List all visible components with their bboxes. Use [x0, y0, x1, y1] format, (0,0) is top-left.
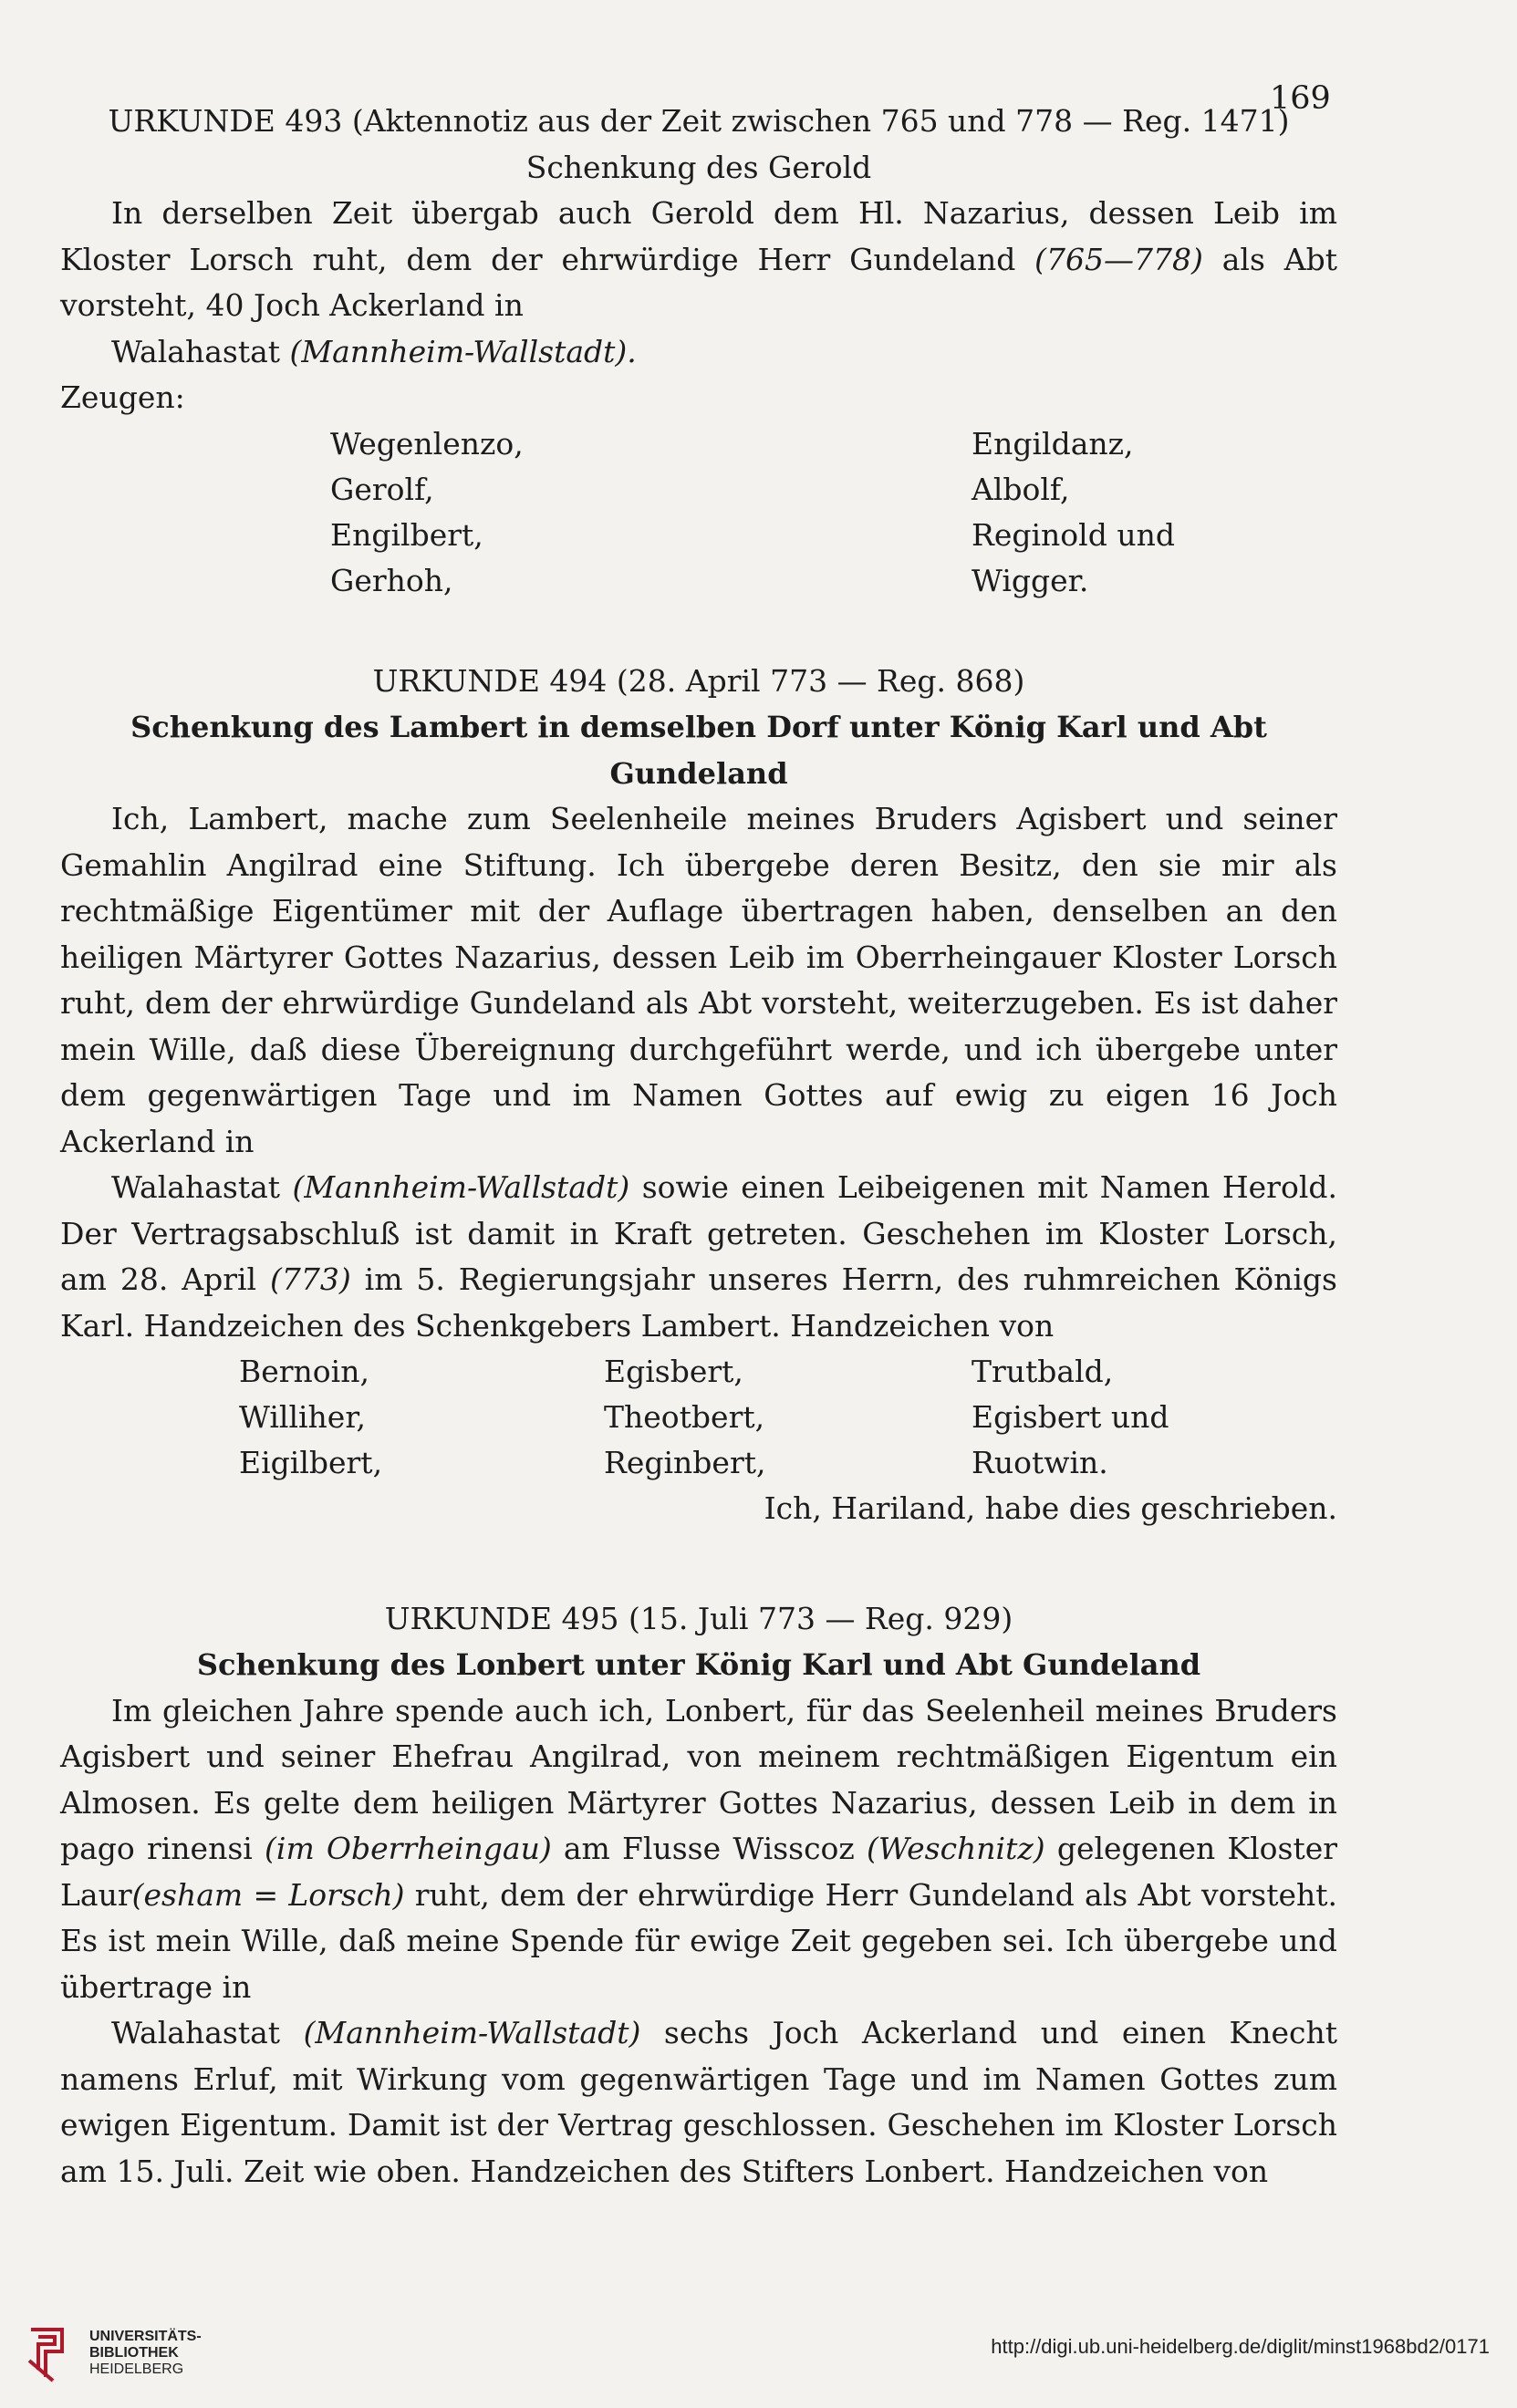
- source-url-link[interactable]: http://digi.ub.uni-heidelberg.de/diglit/minst1968bd2/0171: [991, 2335, 1490, 2358]
- u495-text-2: [60, 2010, 1337, 2195]
- u493-place-text: Walahastat: [111, 333, 290, 369]
- u493-subheading: Schenkung des Gerold: [525, 149, 872, 185]
- library-name-line: UNIVERSITÄTS-: [89, 2329, 202, 2344]
- u495-text-2-start: Walahastat: [111, 2015, 304, 2050]
- library-logo-icon: [26, 2324, 75, 2382]
- witness-name: Wigger.: [972, 562, 1089, 598]
- u494-text-2-italic: (Mannheim-Wallstadt): [292, 1169, 630, 1205]
- witness-name: Trutbald,: [972, 1354, 1114, 1389]
- u495-text-1-mid: am Flusse Wisscoz: [551, 1831, 867, 1866]
- u493-witness-row: [60, 467, 1337, 513]
- u493-witness-row: [60, 421, 1337, 467]
- witness-name: Bernoin,: [239, 1354, 369, 1389]
- witness-name: Egisbert und: [972, 1399, 1169, 1435]
- u493-witness-row: [60, 513, 1337, 558]
- witness-name: Egisbert,: [604, 1354, 743, 1389]
- u494-text-2: [60, 1165, 1337, 1349]
- witness-name: Reginold und: [972, 516, 1175, 553]
- witness-name: Gerhoh,: [330, 562, 453, 598]
- library-name-line: BIBLIOTHEK: [89, 2345, 179, 2361]
- library-name: [89, 2329, 202, 2378]
- u495-text-2-italic: (Mannheim-Wallstadt): [303, 2015, 641, 2050]
- u495-text-1-end: ruht, dem der ehrwürdige Herr Gundeland als Abt vorsteht. Es ist mein Wille, daß meine Spende für ewige Zeit gegeben sei. Ich übergebe und übertrage in: [60, 1876, 1337, 2005]
- u493-witness-label: Zeugen:: [60, 379, 185, 415]
- u494-text-2-mid: sowie einen Leibeigenen mit Namen Herold. Der Vertragsabschluß ist damit in Kraft getreten. Geschehen im Kloster Lorsch, am 28. April: [60, 1169, 1337, 1297]
- witness-name: Engildanz,: [972, 425, 1134, 462]
- u494-text-2-italic2: (773): [270, 1261, 351, 1297]
- u494-signature: Ich, Hariland, habe dies geschrieben.: [764, 1490, 1337, 1526]
- library-name-line: HEIDELBERG: [89, 2361, 184, 2377]
- u495-text-1-start: Im gleichen Jahre spende auch ich, Lonbert, für das Seelenheil meines Bruders Agisbert und seiner Ehefrau Angilrad, von meinem rechtmäßigen Eigentum ein Almosen. Es gelte dem heiligen Märtyrer Gottes Nazarius, dessen Leib in dem in pago rinensi: [60, 1692, 1337, 1866]
- u494-heading: URKUNDE 494 (28. April 773 — Reg. 868): [372, 662, 1025, 699]
- u493-witness-row: [60, 558, 1337, 604]
- u495-text-1-italic2: (Weschnitz): [867, 1831, 1045, 1866]
- u494-text-2-start: Walahastat: [111, 1169, 293, 1205]
- u493-text-end: als Abt vorsteht, 40 Joch Ackerland in: [60, 241, 1337, 323]
- u494-text-2-end: im 5. Regierungsjahr unseres Herrn, des ruhmreichen Königs Karl. Handzeichen des Schenkgebers Lambert. Handzeichen von: [60, 1261, 1337, 1344]
- witness-name: Wegenlenzo,: [330, 425, 524, 462]
- u495-text-1-italic3: (esham = Lorsch): [131, 1876, 405, 1913]
- u493-place-italic: (Mannheim-Wallstadt).: [289, 333, 637, 369]
- u494-witness-row: [60, 1349, 1337, 1395]
- u493-text-italic: (765—778): [1034, 241, 1203, 277]
- u493-text: [60, 191, 1337, 329]
- u495-subheading: Schenkung des Lonbert unter König Karl und Abt Gundeland: [196, 1647, 1201, 1682]
- page-number: 169: [1270, 80, 1331, 117]
- u495-text-2-end: sechs Joch Ackerland und einen Knecht namens Erluf, mit Wirkung vom gegenwärtigen Tage und im Namen Gottes zum ewigen Eigentum. Damit ist der Vertrag geschlossen. Geschehen im Kloster Lorsch am 15. Juli. Zeit wie oben. Handzeichen des Stifters Lonbert. Handzeichen von: [60, 2015, 1337, 2189]
- witness-name: Williher,: [239, 1399, 366, 1435]
- witness-name: Engilbert,: [330, 516, 483, 553]
- u494-witness-row: [60, 1440, 1337, 1486]
- u494-subheading: Schenkung des Lambert in demselben Dorf unter König Karl und Abt Gundeland: [130, 710, 1267, 791]
- u493-text-1: In derselben Zeit übergab auch Gerold dem Hl. Nazarius, dessen Leib im Kloster Lorsch ruht, dem der ehrwürdige Herr Gundeland: [60, 195, 1337, 277]
- witness-name: Reginbert,: [604, 1445, 766, 1480]
- u494-text-1: Ich, Lambert, mache zum Seelenheile meines Bruders Agisbert und seiner Gemahlin Angilrad eine Stiftung. Ich übergebe deren Besitz, den sie mir als rechtmäßige Eigentümer mit der Auflage übertragen haben, denselben an den heiligen Märtyrer Gottes Nazarius, dessen Leib im Oberrheingauer Kloster Lorsch ruht, dem der ehrwürdige Gundeland als Abt vorsteht, weiterzugeben. Es ist daher mein Wille, daß diese Übereignung durchgeführt werde, und ich übergebe unter dem gegenwärtigen Tage und im Namen Gottes auf ewig zu eigen 16 Joch Ackerland in: [60, 801, 1337, 1159]
- u495-text-1: [60, 1688, 1337, 2011]
- witness-name: Theotbert,: [604, 1399, 765, 1435]
- witness-name: Albolf,: [972, 471, 1070, 507]
- witness-name: Eigilbert,: [239, 1445, 383, 1480]
- page-body: [60, 64, 1337, 2195]
- u494-witness-row: [60, 1395, 1337, 1440]
- u495-heading: URKUNDE 495 (15. Juli 773 — Reg. 929): [384, 1600, 1013, 1636]
- u495-text-1-mid2: gelegenen Kloster Laur: [60, 1831, 1338, 1913]
- u493-heading: URKUNDE 493 (Aktennotiz aus der Zeit zwischen 765 und 778 — Reg. 1471): [108, 103, 1290, 139]
- u495-text-1-italic: (im Oberrheingau): [265, 1831, 552, 1866]
- witness-name: Ruotwin.: [972, 1445, 1108, 1480]
- witness-name: Gerolf,: [330, 471, 434, 507]
- u493-place: [60, 329, 1337, 376]
